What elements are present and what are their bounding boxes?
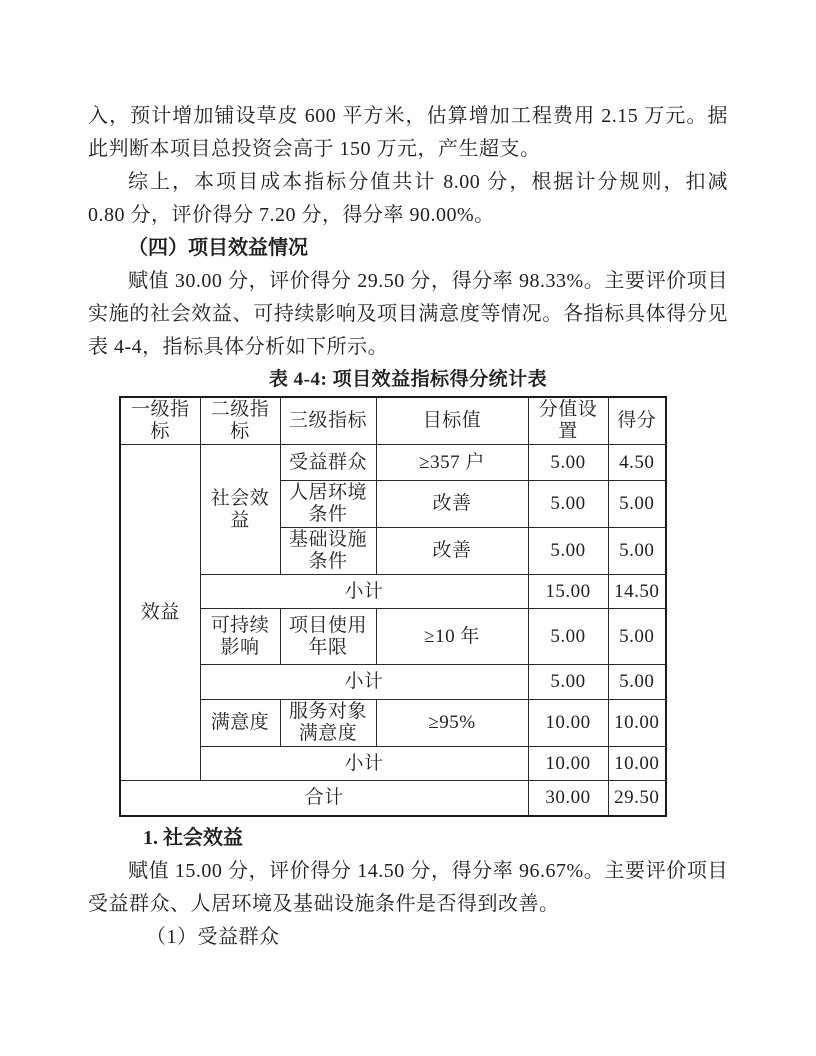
table-row-beneficiary xyxy=(120,445,666,481)
cell-target-service-satisfaction: ≥95% xyxy=(376,700,528,747)
benefit-score-table xyxy=(119,396,667,817)
heading-social-benefit: 1. 社会效益 xyxy=(143,827,243,849)
table-row-satisfaction xyxy=(120,700,666,747)
cell-score-set-service-satisfaction: 10.00 xyxy=(528,700,608,747)
cell-level2-sustainability: 可持续影响 xyxy=(200,609,280,665)
table-row-subtotal-social xyxy=(120,575,666,609)
cell-score-set-service-life: 5.00 xyxy=(528,609,608,665)
heading-section-4-benefit: （四）项目效益情况 xyxy=(128,237,308,259)
col-header-target: 目标值 xyxy=(376,397,528,445)
cell-subtotal-sustainability-score: 5.00 xyxy=(608,665,666,700)
cell-subtotal-sustainability-score-set: 5.00 xyxy=(528,665,608,700)
cell-level3-beneficiary: 受益群众 xyxy=(280,445,376,481)
cell-target-infrastructure: 改善 xyxy=(376,528,528,575)
cell-subtotal-satisfaction-label: 小计 xyxy=(200,747,528,781)
cell-level3-service-life: 项目使用年限 xyxy=(280,609,376,665)
cell-total-label: 合计 xyxy=(120,781,528,817)
cell-level2-social-benefit: 社会效益 xyxy=(200,445,280,575)
heading-beneficiary-group: （1）受益群众 xyxy=(146,926,280,948)
cell-target-beneficiary: ≥357 户 xyxy=(376,445,528,481)
col-header-score-set: 分值设置 xyxy=(528,397,608,445)
col-header-score: 得分 xyxy=(608,397,666,445)
paragraph-benefit-overview: 赋值 30.00 分，评价得分 29.50 分，得分率 98.33%。主要评价项目实施的社会效益、可持续影响及项目满意度等情况。各指标具体得分见表 4-4，指标具体分析如下所示。 xyxy=(88,270,728,358)
cell-subtotal-social-score-set: 15.00 xyxy=(528,575,608,609)
cell-score-set-living-environment: 5.00 xyxy=(528,481,608,528)
cell-level1-benefit: 效益 xyxy=(120,445,200,781)
cell-target-service-life: ≥10 年 xyxy=(376,609,528,665)
cell-score-service-satisfaction: 10.00 xyxy=(608,700,666,747)
table-row-subtotal-sustainability xyxy=(120,665,666,700)
cell-subtotal-satisfaction-score: 10.00 xyxy=(608,747,666,781)
col-header-level3: 三级指标 xyxy=(280,397,376,445)
cell-level3-infrastructure: 基础设施条件 xyxy=(280,528,376,575)
table-header-row xyxy=(120,397,666,445)
paragraph-cost-overrun: 入，预计增加铺设草皮 600 平方米，估算增加工程费用 2.15 万元。据此判断本项目总投资会高于 150 万元，产生超支。 xyxy=(88,105,728,160)
cell-score-infrastructure: 5.00 xyxy=(608,528,666,575)
cell-total-score: 29.50 xyxy=(608,781,666,817)
cell-level2-satisfaction: 满意度 xyxy=(200,700,280,747)
cell-subtotal-satisfaction-score-set: 10.00 xyxy=(528,747,608,781)
col-header-level1: 一级指标 xyxy=(120,397,200,445)
cell-score-set-infrastructure: 5.00 xyxy=(528,528,608,575)
cell-score-service-life: 5.00 xyxy=(608,609,666,665)
cell-level3-living-environment: 人居环境条件 xyxy=(280,481,376,528)
paragraph-cost-score-summary: 综上，本项目成本指标分值共计 8.00 分，根据计分规则，扣减 0.80 分，评价得分 7.20 分，得分率 90.00%。 xyxy=(88,171,728,226)
table-row-service-life xyxy=(120,609,666,665)
cell-level3-service-satisfaction: 服务对象满意度 xyxy=(280,700,376,747)
cell-score-living-environment: 5.00 xyxy=(608,481,666,528)
cell-subtotal-social-label: 小计 xyxy=(200,575,528,609)
cell-target-living-environment: 改善 xyxy=(376,481,528,528)
table-4-4-title: 表 4-4: 项目效益指标得分统计表 xyxy=(268,369,548,390)
cell-score-set-beneficiary: 5.00 xyxy=(528,445,608,481)
cell-subtotal-sustainability-label: 小计 xyxy=(200,665,528,700)
table-row-total xyxy=(120,781,666,817)
cell-subtotal-social-score: 14.50 xyxy=(608,575,666,609)
cell-total-score-set: 30.00 xyxy=(528,781,608,817)
paragraph-social-benefit: 赋值 15.00 分，评价得分 14.50 分，得分率 96.67%。主要评价项目受益群众、人居环境及基础设施条件是否得到改善。 xyxy=(88,860,728,915)
cell-score-beneficiary: 4.50 xyxy=(608,445,666,481)
table-row-subtotal-satisfaction xyxy=(120,747,666,781)
col-header-level2: 二级指标 xyxy=(200,397,280,445)
